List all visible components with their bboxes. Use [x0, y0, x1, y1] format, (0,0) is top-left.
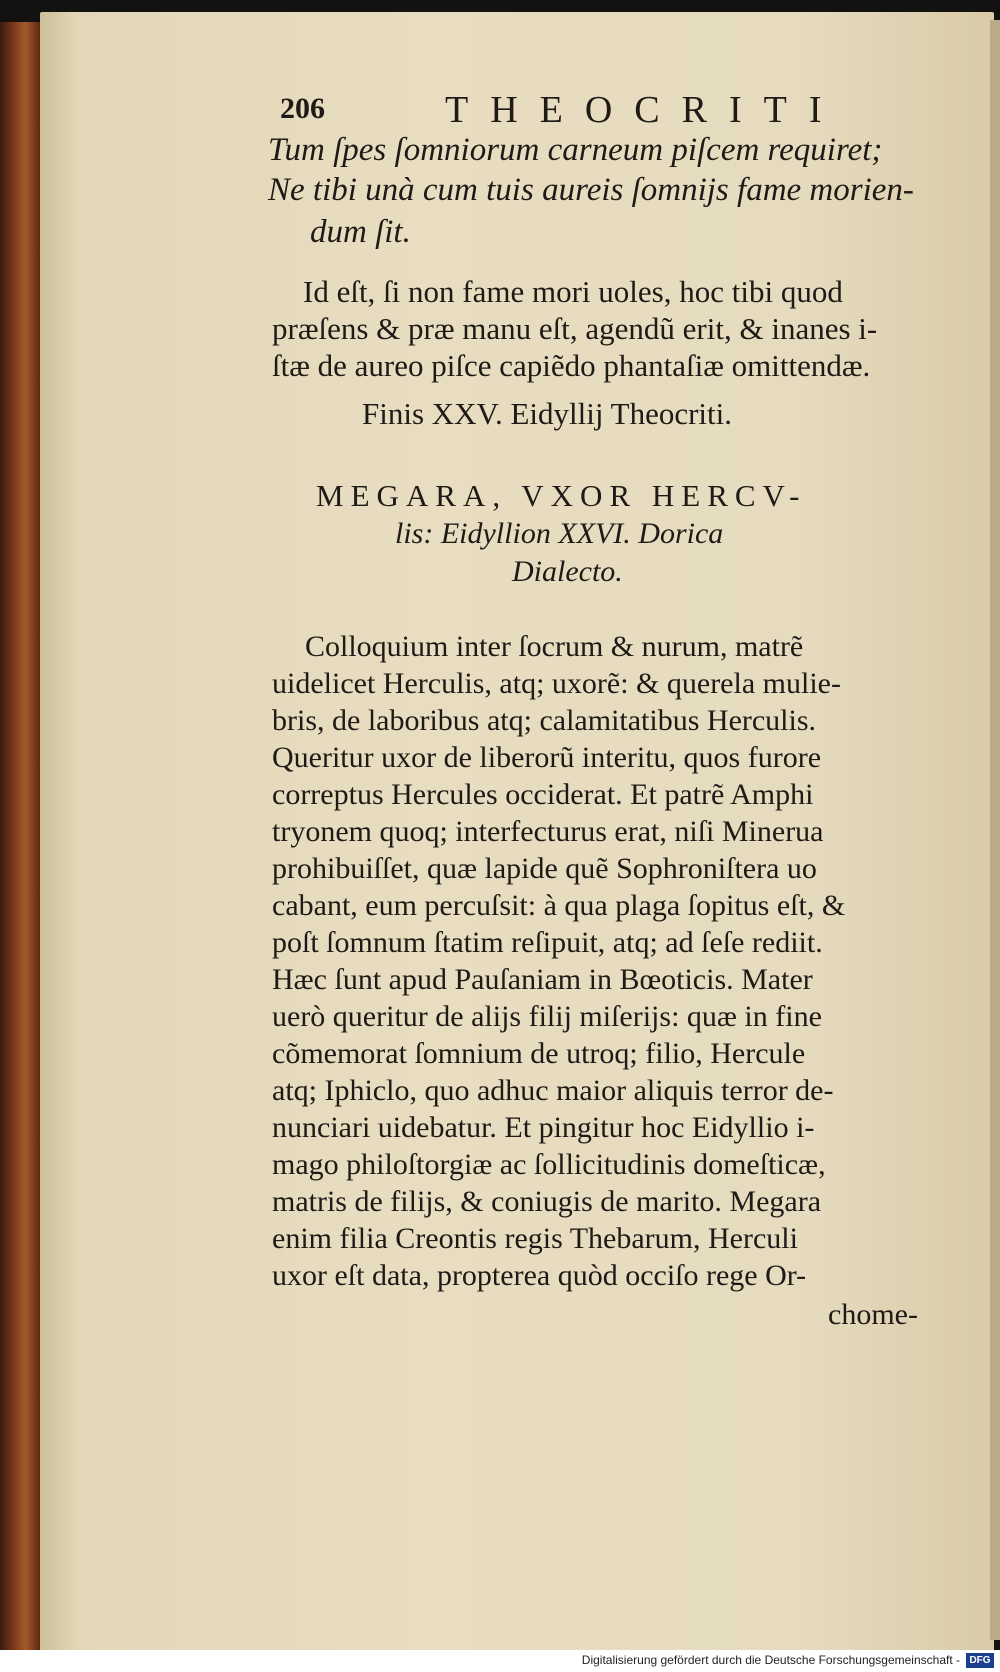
argument-line: nunciari uidebatur. Et pingitur hoc Eidyllio i- [272, 1111, 815, 1144]
argument-line: Queritur uxor de liberorũ interitu, quos furore [272, 741, 822, 774]
finis-line: Finis XXV. Eidyllij Theocriti. [362, 396, 733, 431]
argument-line: atq; Iphiclo, quo adhuc maior aliquis terror de- [272, 1074, 834, 1107]
argument-line: tryonem quoq; interfecturus erat, niſi Minerua [272, 815, 824, 848]
verse-line: Tum ſpes ſomniorum carneum piſcem requiret; [268, 132, 883, 168]
argument-line: enim filia Creontis regis Thebarum, Herculi [272, 1222, 798, 1255]
argument-line: cabant, eum percuſsit: à qua plaga ſopitus eſt, & [272, 889, 846, 922]
page-number: 206 [280, 92, 325, 125]
verse-line: dum ſit. [310, 214, 411, 250]
funding-credit: Digitalisierung gefördert durch die Deutsche Forschungsgemeinschaft - [581, 1653, 960, 1667]
digitization-footer [0, 1650, 1000, 1672]
catchword: chome- [828, 1298, 918, 1331]
argument-line: uerò queritur de alijs filij miſerijs: quæ in fine [272, 1000, 822, 1033]
commentary-line: præſens & præ manu eſt, agendũ erit, & inanes i- [272, 311, 878, 346]
argument-line: cõmemorat ſomnium de utroq; filio, Hercule [272, 1037, 806, 1070]
argument-line: uxor eſt data, propterea quòd occiſo rege Or- [272, 1259, 807, 1292]
page-edge [990, 20, 1000, 1640]
commentary-line: ſtæ de aureo piſce capiẽdo phantaſiæ omittendæ. [272, 348, 871, 383]
section-heading-sub: lis: Eidyllion XXVI. Dorica [395, 517, 724, 550]
commentary-line: Id eſt, ſi non fame mori uoles, hoc tibi quod [303, 274, 843, 309]
argument-line: matris de filijs, & coniugis de marito. Megara [272, 1185, 822, 1218]
dfg-logo: DFG [966, 1653, 994, 1668]
argument-line: Hæc ſunt apud Pauſaniam in Bœoticis. Mater [272, 963, 813, 996]
argument-line: poſt ſomnum ſtatim reſipuit, atq; ad ſeſe rediit. [272, 926, 823, 959]
running-title: THEOCRITI [445, 89, 844, 131]
verse-line: Ne tibi unà cum tuis aureis ſomnijs fame morien- [268, 172, 914, 208]
argument-line: uidelicet Herculis, atq; uxorẽ: & querela mulie- [272, 667, 841, 700]
argument-line: prohibuiſſet, quæ lapide quẽ Sophroniſtera uo [272, 852, 817, 885]
argument-line: mago philoſtorgiæ ac ſollicitudinis domeſticæ, [272, 1148, 826, 1181]
argument-line: correptus Hercules occiderat. Et patrẽ Amphi [272, 778, 814, 811]
argument-line: bris, de laboribus atq; calamitatibus Herculis. [272, 704, 817, 737]
section-heading: MEGARA, VXOR HERCV- [316, 478, 807, 513]
argument-line: Colloquium inter ſocrum & nurum, matrẽ [305, 630, 804, 663]
section-heading-sub: Dialecto. [512, 555, 623, 588]
